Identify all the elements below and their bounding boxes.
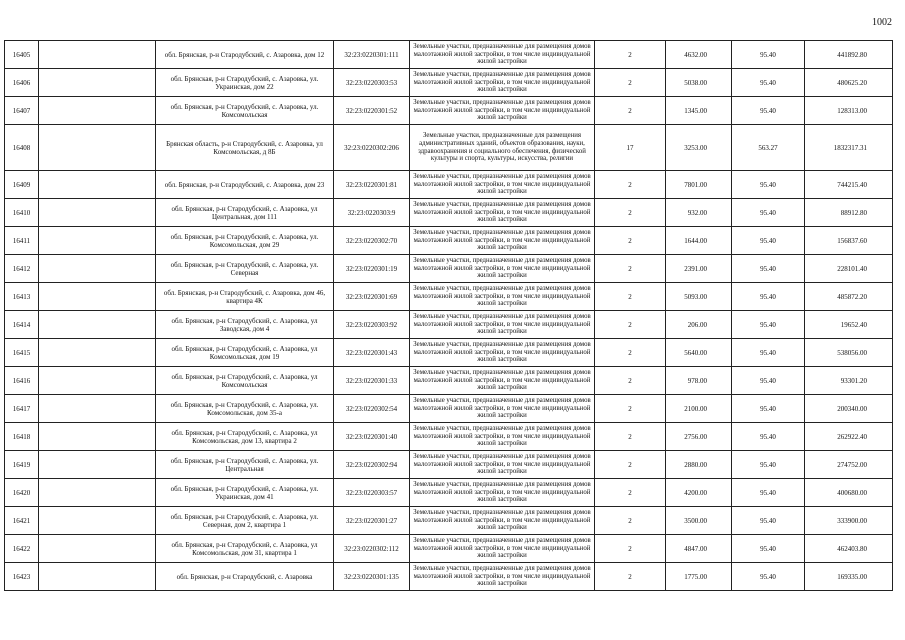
cadastral-number-cell: 32:23:0220301:81 — [334, 171, 410, 199]
cadastral-number-cell: 32:23:0220301:40 — [334, 423, 410, 451]
table-row — [5, 339, 893, 367]
table-row — [5, 41, 893, 69]
cadastral-value-cell: 262922.40 — [805, 423, 893, 451]
land-use-cell: Земельные участки, предназначенные для размещения домов малоэтажной жилой застройки, в том числе индивидуальной жилой застройки — [410, 479, 595, 507]
cadastral-number-cell: 32:23:0220303:92 — [334, 311, 410, 339]
table-row — [5, 451, 893, 479]
record-number-cell: 16409 — [5, 171, 39, 199]
address-cell: обл. Брянская, р-н Стародубский, с. Азаровка, ул Комсомольская, дом 13, квартира 2 — [156, 423, 334, 451]
use-group-cell: 2 — [595, 41, 666, 69]
cadastral-value-cell: 400680.00 — [805, 479, 893, 507]
address-cell: обл. Брянская, р-н Стародубский, с. Азаровка, дом 23 — [156, 171, 334, 199]
blank-cell — [39, 367, 156, 395]
blank-cell — [39, 479, 156, 507]
cadastral-value-cell: 480625.20 — [805, 69, 893, 97]
table-row — [5, 69, 893, 97]
use-group-cell: 2 — [595, 97, 666, 125]
use-group-cell: 2 — [595, 227, 666, 255]
area-cell: 5093.00 — [666, 283, 732, 311]
table-row — [5, 535, 893, 563]
specific-value-cell: 95.40 — [732, 507, 805, 535]
record-number-cell: 16408 — [5, 125, 39, 171]
area-cell: 2391.00 — [666, 255, 732, 283]
table-row — [5, 171, 893, 199]
cadastral-number-cell: 32:23:0220303:57 — [334, 479, 410, 507]
land-use-cell: Земельные участки, предназначенные для размещения домов малоэтажной жилой застройки, в том числе индивидуальной жилой застройки — [410, 339, 595, 367]
specific-value-cell: 95.40 — [732, 395, 805, 423]
cadastral-value-cell: 538056.00 — [805, 339, 893, 367]
specific-value-cell: 95.40 — [732, 367, 805, 395]
blank-cell — [39, 339, 156, 367]
blank-cell — [39, 507, 156, 535]
address-cell: обл. Брянская, р-н Стародубский, с. Азаровка, ул. Комсомольская — [156, 97, 334, 125]
record-number-cell: 16414 — [5, 311, 39, 339]
address-cell: обл. Брянская, р-н Стародубский, с. Азаровка, ул. Комсомольская, дом 29 — [156, 227, 334, 255]
address-cell: обл. Брянская, р-н Стародубский, с. Азаровка, ул Комсомольская — [156, 367, 334, 395]
land-use-cell: Земельные участки, предназначенные для размещения домов малоэтажной жилой застройки, в том числе индивидуальной жилой застройки — [410, 283, 595, 311]
blank-cell — [39, 171, 156, 199]
record-number-cell: 16417 — [5, 395, 39, 423]
land-use-cell: Земельные участки, предназначенные для размещения домов малоэтажной жилой застройки, в том числе индивидуальной жилой застройки — [410, 41, 595, 69]
use-group-cell: 2 — [595, 311, 666, 339]
area-cell: 2756.00 — [666, 423, 732, 451]
blank-cell — [39, 255, 156, 283]
land-use-cell: Земельные участки, предназначенные для размещения домов малоэтажной жилой застройки, в том числе индивидуальной жилой застройки — [410, 423, 595, 451]
table-row — [5, 227, 893, 255]
specific-value-cell: 95.40 — [732, 451, 805, 479]
record-number-cell: 16407 — [5, 97, 39, 125]
land-use-cell: Земельные участки, предназначенные для размещения домов малоэтажной жилой застройки, в том числе индивидуальной жилой застройки — [410, 227, 595, 255]
cadastral-value-cell: 128313.00 — [805, 97, 893, 125]
blank-cell — [39, 125, 156, 171]
record-number-cell: 16421 — [5, 507, 39, 535]
specific-value-cell: 95.40 — [732, 171, 805, 199]
cadastral-number-cell: 32:23:0220301:111 — [334, 41, 410, 69]
cadastral-number-cell: 32:23:0220302:94 — [334, 451, 410, 479]
cadastral-number-cell: 32:23:0220302:206 — [334, 125, 410, 171]
use-group-cell: 2 — [595, 199, 666, 227]
page-number: 1002 — [872, 17, 892, 28]
blank-cell — [39, 451, 156, 479]
address-cell: обл. Брянская, р-н Стародубский, с. Азаровка, ул. Комсомольская, дом 35-а — [156, 395, 334, 423]
area-cell: 7801.00 — [666, 171, 732, 199]
cadastral-number-cell: 32:23:0220302:70 — [334, 227, 410, 255]
cadastral-value-cell: 93301.20 — [805, 367, 893, 395]
blank-cell — [39, 535, 156, 563]
table-row — [5, 507, 893, 535]
address-cell: обл. Брянская, р-н Стародубский, с. Азаровка, ул. Украинская, дом 41 — [156, 479, 334, 507]
table-row — [5, 563, 893, 591]
cadastral-number-cell: 32:23:0220301:27 — [334, 507, 410, 535]
table-body — [5, 41, 893, 591]
area-cell: 5640.00 — [666, 339, 732, 367]
record-number-cell: 16420 — [5, 479, 39, 507]
table-row — [5, 367, 893, 395]
area-cell: 2880.00 — [666, 451, 732, 479]
cadastral-number-cell: 32:23:0220302:54 — [334, 395, 410, 423]
blank-cell — [39, 227, 156, 255]
record-number-cell: 16423 — [5, 563, 39, 591]
area-cell: 4847.00 — [666, 535, 732, 563]
blank-cell — [39, 283, 156, 311]
address-cell: обл. Брянская, р-н Стародубский, с. Азаровка, ул. Северная, дом 2, квартира 1 — [156, 507, 334, 535]
address-cell: обл. Брянская, р-н Стародубский, с. Азаровка, дом 46, квартира 4К — [156, 283, 334, 311]
blank-cell — [39, 97, 156, 125]
area-cell: 3500.00 — [666, 507, 732, 535]
cadastral-number-cell: 32:23:0220301:52 — [334, 97, 410, 125]
land-use-cell: Земельные участки, предназначенные для размещения домов малоэтажной жилой застройки, в том числе индивидуальной жилой застройки — [410, 563, 595, 591]
table-row — [5, 255, 893, 283]
record-number-cell: 16422 — [5, 535, 39, 563]
land-use-cell: Земельные участки, предназначенные для размещения домов малоэтажной жилой застройки, в том числе индивидуальной жилой застройки — [410, 199, 595, 227]
use-group-cell: 17 — [595, 125, 666, 171]
specific-value-cell: 95.40 — [732, 423, 805, 451]
cadastral-number-cell: 32:23:0220301:33 — [334, 367, 410, 395]
area-cell: 2100.00 — [666, 395, 732, 423]
specific-value-cell: 95.40 — [732, 97, 805, 125]
area-cell: 932.00 — [666, 199, 732, 227]
cadastral-value-cell: 274752.00 — [805, 451, 893, 479]
cadastral-value-cell: 169335.00 — [805, 563, 893, 591]
address-cell: обл. Брянская, р-н Стародубский, с. Азаровка, дом 12 — [156, 41, 334, 69]
specific-value-cell: 95.40 — [732, 563, 805, 591]
cadastral-value-cell: 462403.80 — [805, 535, 893, 563]
land-use-cell: Земельные участки, предназначенные для размещения домов малоэтажной жилой застройки, в том числе индивидуальной жилой застройки — [410, 311, 595, 339]
specific-value-cell: 95.40 — [732, 69, 805, 97]
land-use-cell: Земельные участки, предназначенные для размещения домов малоэтажной жилой застройки, в том числе индивидуальной жилой застройки — [410, 171, 595, 199]
blank-cell — [39, 563, 156, 591]
area-cell: 4200.00 — [666, 479, 732, 507]
use-group-cell: 2 — [595, 563, 666, 591]
use-group-cell: 2 — [595, 479, 666, 507]
record-number-cell: 16412 — [5, 255, 39, 283]
land-use-cell: Земельные участки, предназначенные для размещения домов малоэтажной жилой застройки, в том числе индивидуальной жилой застройки — [410, 255, 595, 283]
use-group-cell: 2 — [595, 367, 666, 395]
table-row — [5, 199, 893, 227]
record-number-cell: 16416 — [5, 367, 39, 395]
record-number-cell: 16411 — [5, 227, 39, 255]
cadastral-value-cell: 441892.80 — [805, 41, 893, 69]
cadastral-value-cell: 200340.00 — [805, 395, 893, 423]
table-row — [5, 311, 893, 339]
cadastral-value-cell: 88912.80 — [805, 199, 893, 227]
address-cell: обл. Брянская, р-н Стародубский, с. Азаровка, ул Заводская, дом 4 — [156, 311, 334, 339]
table-row — [5, 395, 893, 423]
specific-value-cell: 95.40 — [732, 479, 805, 507]
address-cell: обл. Брянская, р-н Стародубский, с. Азаровка, ул. Северная — [156, 255, 334, 283]
specific-value-cell: 95.40 — [732, 199, 805, 227]
specific-value-cell: 95.40 — [732, 311, 805, 339]
use-group-cell: 2 — [595, 339, 666, 367]
cadastral-number-cell: 32:23:0220302:112 — [334, 535, 410, 563]
record-number-cell: 16418 — [5, 423, 39, 451]
cadastral-number-cell: 32:23:0220301:43 — [334, 339, 410, 367]
use-group-cell: 2 — [595, 255, 666, 283]
cadastral-value-cell: 19652.40 — [805, 311, 893, 339]
record-number-cell: 16406 — [5, 69, 39, 97]
use-group-cell: 2 — [595, 395, 666, 423]
record-number-cell: 16410 — [5, 199, 39, 227]
cadastral-value-cell: 156837.60 — [805, 227, 893, 255]
specific-value-cell: 95.40 — [732, 41, 805, 69]
land-use-cell: Земельные участки, предназначенные для размещения домов малоэтажной жилой застройки, в том числе индивидуальной жилой застройки — [410, 395, 595, 423]
cadastral-value-cell: 333900.00 — [805, 507, 893, 535]
address-cell: обл. Брянская, р-н Стародубский, с. Азаровка, ул. Центральная — [156, 451, 334, 479]
specific-value-cell: 95.40 — [732, 255, 805, 283]
use-group-cell: 2 — [595, 535, 666, 563]
land-use-cell: Земельные участки, предназначенные для размещения домов малоэтажной жилой застройки, в том числе индивидуальной жилой застройки — [410, 507, 595, 535]
cadastral-value-cell: 228101.40 — [805, 255, 893, 283]
cadastral-value-cell: 485872.20 — [805, 283, 893, 311]
specific-value-cell: 95.40 — [732, 535, 805, 563]
land-use-cell: Земельные участки, предназначенные для размещения административных зданий, объектов образования, науки, здравоохранения и социального обеспечения, физической культуры и спорта, культуры, искусства, религии — [410, 125, 595, 171]
use-group-cell: 2 — [595, 507, 666, 535]
area-cell: 4632.00 — [666, 41, 732, 69]
blank-cell — [39, 41, 156, 69]
cadastral-value-cell: 1832317.31 — [805, 125, 893, 171]
area-cell: 5038.00 — [666, 69, 732, 97]
use-group-cell: 2 — [595, 283, 666, 311]
cadastral-number-cell: 32:23:0220303:9 — [334, 199, 410, 227]
use-group-cell: 2 — [595, 451, 666, 479]
blank-cell — [39, 395, 156, 423]
blank-cell — [39, 423, 156, 451]
table-row — [5, 125, 893, 171]
land-use-cell: Земельные участки, предназначенные для размещения домов малоэтажной жилой застройки, в том числе индивидуальной жилой застройки — [410, 97, 595, 125]
cadastral-value-cell: 744215.40 — [805, 171, 893, 199]
table-row — [5, 479, 893, 507]
area-cell: 978.00 — [666, 367, 732, 395]
table-row — [5, 423, 893, 451]
blank-cell — [39, 199, 156, 227]
land-use-cell: Земельные участки, предназначенные для размещения домов малоэтажной жилой застройки, в том числе индивидуальной жилой застройки — [410, 367, 595, 395]
area-cell: 3253.00 — [666, 125, 732, 171]
address-cell: обл. Брянская, р-н Стародубский, с. Азаровка, ул Комсомольская, дом 19 — [156, 339, 334, 367]
area-cell: 1775.00 — [666, 563, 732, 591]
address-cell: обл. Брянская, р-н Стародубский, с. Азаровка — [156, 563, 334, 591]
table-row — [5, 97, 893, 125]
land-use-cell: Земельные участки, предназначенные для размещения домов малоэтажной жилой застройки, в том числе индивидуальной жилой застройки — [410, 535, 595, 563]
record-number-cell: 16415 — [5, 339, 39, 367]
area-cell: 206.00 — [666, 311, 732, 339]
use-group-cell: 2 — [595, 69, 666, 97]
record-number-cell: 16405 — [5, 41, 39, 69]
area-cell: 1345.00 — [666, 97, 732, 125]
blank-cell — [39, 311, 156, 339]
area-cell: 1644.00 — [666, 227, 732, 255]
use-group-cell: 2 — [595, 171, 666, 199]
record-number-cell: 16413 — [5, 283, 39, 311]
address-cell: обл. Брянская, р-н Стародубский, с. Азаровка, ул Центральная, дом 111 — [156, 199, 334, 227]
address-cell: обл. Брянская, р-н Стародубский, с. Азаровка, ул. Украинская, дом 22 — [156, 69, 334, 97]
cadastral-number-cell: 32:23:0220301:135 — [334, 563, 410, 591]
cadastral-number-cell: 32:23:0220301:69 — [334, 283, 410, 311]
blank-cell — [39, 69, 156, 97]
use-group-cell: 2 — [595, 423, 666, 451]
table-row — [5, 283, 893, 311]
address-cell: Брянская область, р-н Стародубский, с. Азаровка, ул Комсомольская, д 8Б — [156, 125, 334, 171]
cadastral-number-cell: 32:23:0220301:19 — [334, 255, 410, 283]
specific-value-cell: 95.40 — [732, 339, 805, 367]
land-use-cell: Земельные участки, предназначенные для размещения домов малоэтажной жилой застройки, в том числе индивидуальной жилой застройки — [410, 69, 595, 97]
specific-value-cell: 563.27 — [732, 125, 805, 171]
land-use-cell: Земельные участки, предназначенные для размещения домов малоэтажной жилой застройки, в том числе индивидуальной жилой застройки — [410, 451, 595, 479]
cadastral-value-table — [4, 40, 893, 591]
address-cell: обл. Брянская, р-н Стародубский, с. Азаровка, ул Комсомольская, дом 31, квартира 1 — [156, 535, 334, 563]
record-number-cell: 16419 — [5, 451, 39, 479]
cadastral-number-cell: 32:23:0220303:53 — [334, 69, 410, 97]
specific-value-cell: 95.40 — [732, 227, 805, 255]
specific-value-cell: 95.40 — [732, 283, 805, 311]
